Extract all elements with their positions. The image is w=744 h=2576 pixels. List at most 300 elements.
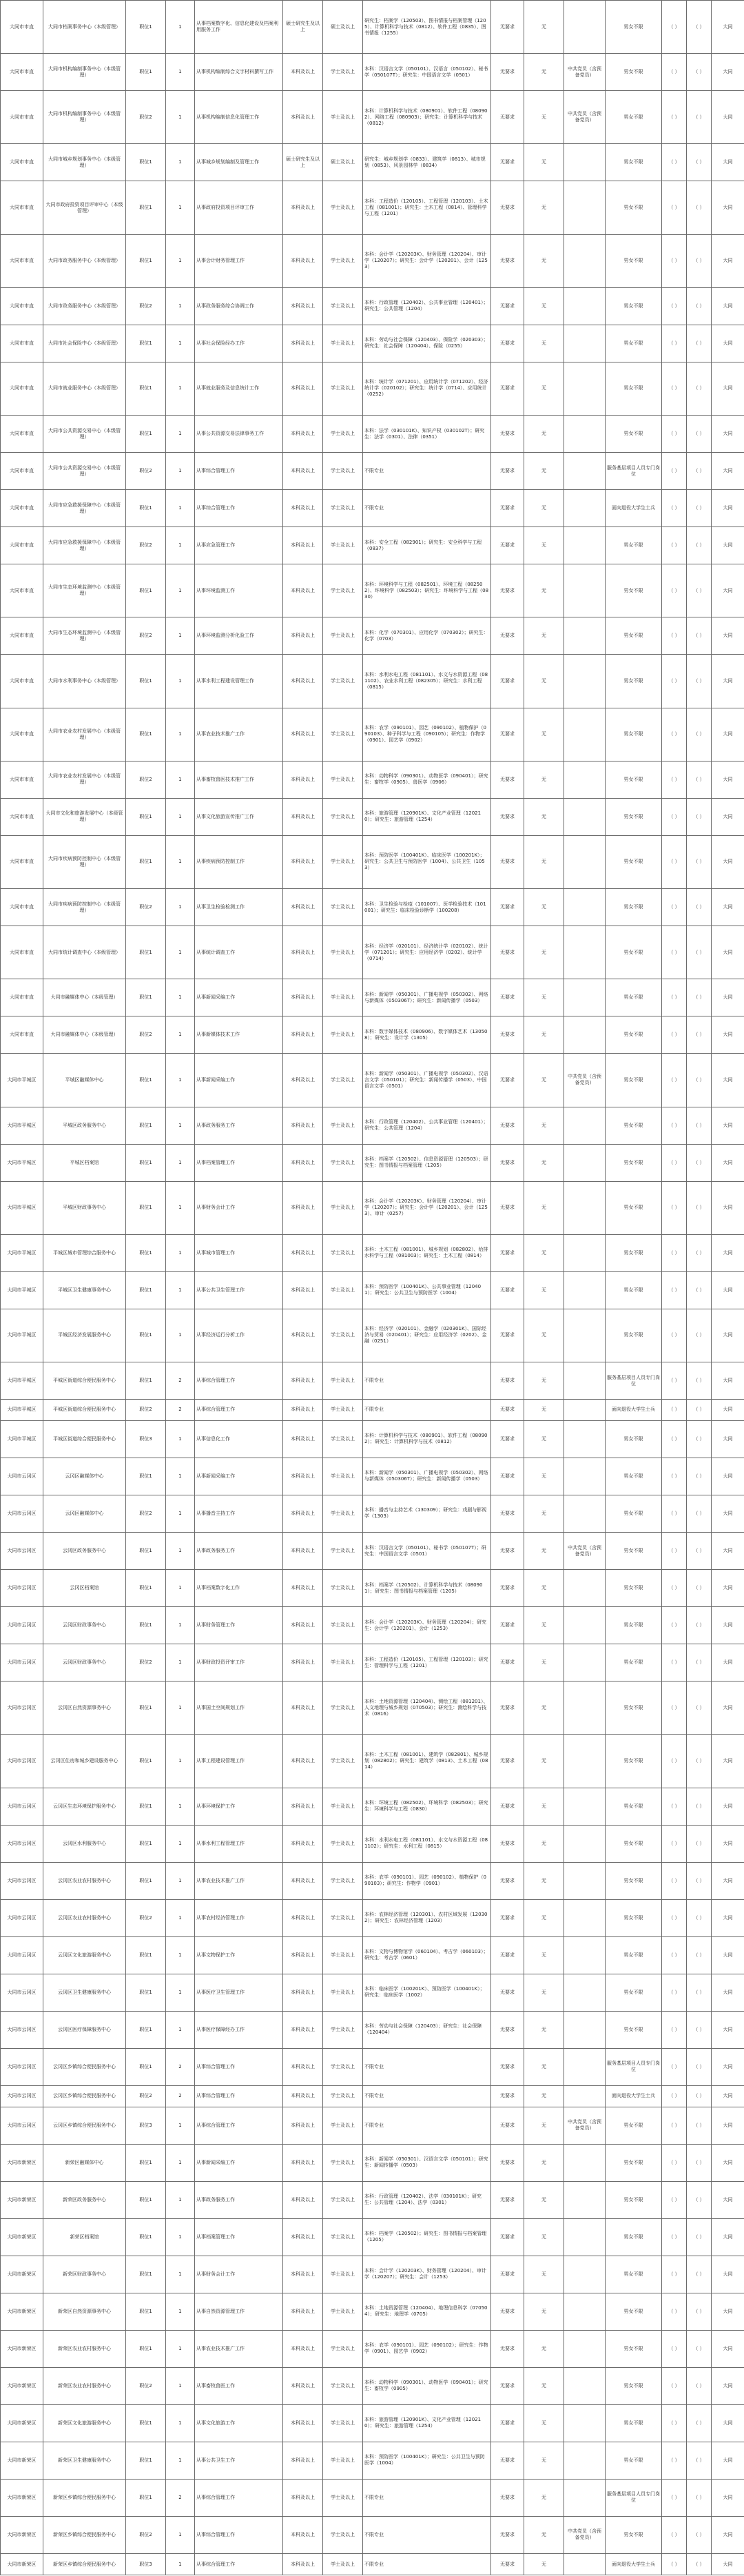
cell-major: 本科：环境工程（082502）、环境科学（082503）；研究生：环境科学与工程（0830）	[363, 1788, 491, 1825]
cell-duty: 从事综合管理工作	[195, 2107, 283, 2144]
cell-count: 1	[166, 761, 195, 798]
cell-ratio-b: （ ）	[687, 1936, 712, 1974]
cell-count: 1	[166, 2144, 195, 2181]
cell-major: 不限专业	[363, 2479, 491, 2516]
cell-political-status	[564, 2330, 606, 2367]
cell-duty: 从事会计财务管理工作	[195, 234, 283, 287]
cell-remark: 男女不限	[606, 798, 662, 835]
cell-other-requirement: 无	[524, 798, 564, 835]
cell-exam-location: 大同	[712, 2256, 744, 2293]
cell-other-requirement: 无	[524, 1644, 564, 1681]
cell-dept: 大同市云冈区	[1, 1788, 43, 1825]
cell-age-requirement: 无要求	[491, 144, 524, 181]
cell-other-requirement: 无	[524, 2107, 564, 2144]
cell-dept: 大同市平城区	[1, 1054, 43, 1107]
cell-age-requirement: 无要求	[491, 1788, 524, 1825]
cell-duty: 从事医疗卫生管理工作	[195, 1974, 283, 2011]
cell-ratio-a: （ ）	[662, 1, 687, 54]
cell-post: 职位1	[126, 1054, 166, 1107]
cell-dept: 大同市市直	[1, 54, 43, 91]
cell-education: 本科及以上	[283, 761, 323, 798]
cell-political-status	[564, 1, 606, 54]
cell-education: 本科及以上	[283, 2218, 323, 2256]
cell-duty: 从事城乡规划编制及管理工作	[195, 144, 283, 181]
cell-count: 1	[166, 1825, 195, 1862]
cell-ratio-a: （ ）	[662, 144, 687, 181]
cell-exam-location: 大同	[712, 1054, 744, 1107]
cell-dept: 大同市云冈区	[1, 1899, 43, 1936]
table-body	[1, 1, 744, 2575]
cell-unit: 新荣区乡镇综合便民服务中心	[43, 2479, 126, 2516]
cell-major: 不限专业	[363, 2107, 491, 2144]
cell-count: 1	[166, 1107, 195, 1144]
cell-remark: 男女不限	[606, 2293, 662, 2330]
cell-ratio-b: （ ）	[687, 2404, 712, 2442]
cell-post: 职位1	[126, 2181, 166, 2218]
cell-age-requirement: 无要求	[491, 2144, 524, 2181]
cell-ratio-a: （ ）	[662, 564, 687, 617]
cell-dept: 大同市云冈区	[1, 1495, 43, 1532]
cell-degree: 学士及以上	[323, 1681, 363, 1735]
cell-duty: 从事畜牧兽医工作	[195, 2367, 283, 2404]
cell-ratio-a: （ ）	[662, 1495, 687, 1532]
cell-ratio-a: （ ）	[662, 2085, 687, 2107]
cell-political-status	[564, 527, 606, 564]
cell-ratio-b: （ ）	[687, 2144, 712, 2181]
cell-remark: 男女不限	[606, 1495, 662, 1532]
cell-political-status	[564, 1735, 606, 1788]
cell-remark: 男女不限	[606, 1735, 662, 1788]
cell-dept: 大同市新荣区	[1, 2181, 43, 2218]
cell-other-requirement: 无	[524, 1899, 564, 1936]
cell-remark: 男女不限	[606, 2218, 662, 2256]
table-row	[1, 617, 744, 655]
cell-age-requirement: 无要求	[491, 1681, 524, 1735]
cell-major: 本科：工程造价（120105）、工程管理（120103）；研究生：管理科学与工程（1201）	[363, 1644, 491, 1681]
cell-major: 本科：临床医学（100201K）、预防医学（100401K）；研究生：临床医学（1002）	[363, 1974, 491, 2011]
cell-dept: 大同市市直	[1, 287, 43, 325]
cell-ratio-b: （ ）	[687, 1309, 712, 1362]
cell-major: 本科：会计学（120203K）、财务管理（120204）、审计学（120207）；研究生：会计学（120201）、会计（1253）、审计（0257）	[363, 1181, 491, 1234]
cell-remark: 男女不限	[606, 1309, 662, 1362]
cell-education: 本科及以上	[283, 1234, 323, 1271]
cell-political-status	[564, 1788, 606, 1825]
cell-unit: 大同市疾病预防控制中心（本级管理）	[43, 889, 126, 926]
cell-major: 本科：农学（090101）、园艺（090102）；研究生：作物学（0901）、园艺学（0902）	[363, 2330, 491, 2367]
table-row	[1, 2256, 744, 2293]
cell-ratio-a: （ ）	[662, 1271, 687, 1309]
cell-exam-location: 大同	[712, 2107, 744, 2144]
cell-dept: 大同市云冈区	[1, 1825, 43, 1862]
cell-post: 职位1	[126, 1825, 166, 1862]
cell-post: 职位3	[126, 1420, 166, 1458]
cell-post: 职位1	[126, 2442, 166, 2479]
cell-other-requirement: 无	[524, 2218, 564, 2256]
cell-post: 职位1	[126, 1936, 166, 1974]
cell-duty: 从事新闻采编工作	[195, 979, 283, 1016]
cell-post: 职位2	[126, 2516, 166, 2553]
cell-unit: 云冈区农业农村服务中心	[43, 1899, 126, 1936]
cell-dept: 大同市新荣区	[1, 2330, 43, 2367]
cell-degree: 学士及以上	[323, 325, 363, 362]
cell-ratio-a: （ ）	[662, 1420, 687, 1458]
cell-education: 本科及以上	[283, 2256, 323, 2293]
cell-duty: 从事环境监测工作	[195, 564, 283, 617]
cell-dept: 大同市云冈区	[1, 1570, 43, 1607]
cell-post: 职位1	[126, 1862, 166, 1899]
table-row	[1, 1309, 744, 1362]
cell-ratio-a: （ ）	[662, 979, 687, 1016]
cell-count: 1	[166, 1936, 195, 1974]
cell-duty: 从事城市管理工作	[195, 1234, 283, 1271]
cell-ratio-b: （ ）	[687, 979, 712, 1016]
cell-remark: 面向退役大学生士兵	[606, 2554, 662, 2575]
table-row	[1, 564, 744, 617]
cell-post: 职位1	[126, 1309, 166, 1362]
cell-duty: 从事新媒体技术工作	[195, 1016, 283, 1054]
cell-duty: 从事医疗保障经办工作	[195, 2011, 283, 2048]
cell-duty: 从事政务服务工作	[195, 2181, 283, 2218]
cell-count: 1	[166, 1533, 195, 1570]
table-row	[1, 2367, 744, 2404]
cell-remark: 男女不限	[606, 2181, 662, 2218]
cell-major: 本科：经济学（020101）、经济统计学（020102）、统计学（071201）；研究生：应用经济学（0202）、统计学（0714）	[363, 926, 491, 979]
cell-post: 职位1	[126, 2048, 166, 2085]
cell-ratio-b: （ ）	[687, 1, 712, 54]
cell-political-status	[564, 1825, 606, 1862]
cell-duty: 从事综合管理工作	[195, 2516, 283, 2553]
cell-ratio-a: （ ）	[662, 1458, 687, 1495]
cell-dept: 大同市市直	[1, 798, 43, 835]
cell-major: 本科：土木工程（081001）、建筑学（082801）、城乡规划（082802）；研究生：建筑学（0813）、土木工程（0814）	[363, 1735, 491, 1788]
cell-political-status	[564, 1016, 606, 1054]
cell-unit: 新荣区农业农村服务中心	[43, 2330, 126, 2367]
cell-ratio-a: （ ）	[662, 1681, 687, 1735]
cell-remark: 男女不限	[606, 1681, 662, 1735]
cell-unit: 云冈区生态环境保护服务中心	[43, 1788, 126, 1825]
cell-dept: 大同市市直	[1, 144, 43, 181]
cell-ratio-a: （ ）	[662, 2442, 687, 2479]
cell-other-requirement: 无	[524, 1533, 564, 1570]
cell-ratio-a: （ ）	[662, 1607, 687, 1644]
cell-degree: 学士及以上	[323, 2479, 363, 2516]
cell-education: 本科及以上	[283, 1107, 323, 1144]
cell-age-requirement: 无要求	[491, 835, 524, 888]
cell-post: 职位2	[126, 2367, 166, 2404]
cell-education: 本科及以上	[283, 1607, 323, 1644]
cell-major: 本科：汉语言文学（050101）、汉语言（050102）、秘书学（050107T）；研究生：中国语言文学（0501）	[363, 54, 491, 91]
cell-other-requirement: 无	[524, 91, 564, 144]
cell-degree: 学士及以上	[323, 617, 363, 655]
cell-major: 本科：行政管理（120402）、公共事业管理（120401）；研究生：公共管理（1204）	[363, 287, 491, 325]
cell-age-requirement: 无要求	[491, 2085, 524, 2107]
table-row	[1, 1974, 744, 2011]
cell-age-requirement: 无要求	[491, 1899, 524, 1936]
cell-degree: 学士及以上	[323, 2293, 363, 2330]
cell-post: 职位1	[126, 708, 166, 761]
cell-exam-location: 大同	[712, 1144, 744, 1181]
cell-count: 2	[166, 2479, 195, 2516]
cell-ratio-b: （ ）	[687, 2554, 712, 2575]
cell-education: 本科及以上	[283, 1644, 323, 1681]
cell-dept: 大同市市直	[1, 181, 43, 234]
cell-remark: 面向退役大学生士兵	[606, 1400, 662, 1421]
cell-dept: 大同市平城区	[1, 1181, 43, 1234]
cell-ratio-a: （ ）	[662, 1735, 687, 1788]
cell-major: 本科：工程造价（120105）、工程管理（120103）、土木工程（081001）；研究生：土木工程（0814）、管理科学与工程（1201）	[363, 181, 491, 234]
cell-remark: 男女不限	[606, 2330, 662, 2367]
cell-ratio-a: （ ）	[662, 1533, 687, 1570]
cell-other-requirement: 无	[524, 453, 564, 490]
cell-ratio-b: （ ）	[687, 1054, 712, 1107]
cell-education: 本科及以上	[283, 1862, 323, 1899]
cell-other-requirement: 无	[524, 181, 564, 234]
cell-exam-location: 大同	[712, 1936, 744, 1974]
cell-ratio-b: （ ）	[687, 362, 712, 415]
cell-exam-location: 大同	[712, 2181, 744, 2218]
cell-exam-location: 大同	[712, 325, 744, 362]
cell-remark: 男女不限	[606, 2256, 662, 2293]
cell-ratio-b: （ ）	[687, 416, 712, 453]
cell-political-status	[564, 655, 606, 708]
cell-political-status	[564, 708, 606, 761]
cell-ratio-b: （ ）	[687, 926, 712, 979]
cell-remark: 男女不限	[606, 325, 662, 362]
cell-education: 本科及以上	[283, 490, 323, 527]
cell-count: 1	[166, 362, 195, 415]
cell-age-requirement: 无要求	[491, 2404, 524, 2442]
cell-dept: 大同市云冈区	[1, 1681, 43, 1735]
cell-unit: 平城区经济发展服务中心	[43, 1309, 126, 1362]
cell-remark: 男女不限	[606, 1899, 662, 1936]
cell-degree: 学士及以上	[323, 1054, 363, 1107]
cell-remark: 男女不限	[606, 889, 662, 926]
cell-remark: 面向退役大学生士兵	[606, 490, 662, 527]
cell-political-status	[564, 1570, 606, 1607]
cell-count: 1	[166, 1016, 195, 1054]
cell-count: 1	[166, 1644, 195, 1681]
cell-duty: 从事播音主持工作	[195, 1495, 283, 1532]
cell-post: 职位1	[126, 2293, 166, 2330]
cell-political-status	[564, 1362, 606, 1400]
cell-duty: 从事农业技术推广工作	[195, 2330, 283, 2367]
cell-dept: 大同市云冈区	[1, 1862, 43, 1899]
cell-exam-location: 大同	[712, 234, 744, 287]
cell-other-requirement: 无	[524, 1144, 564, 1181]
cell-education: 本科及以上	[283, 181, 323, 234]
table-row	[1, 2330, 744, 2367]
cell-unit: 大同市文化和旅游发展中心（本级管理）	[43, 798, 126, 835]
cell-remark: 男女不限	[606, 2107, 662, 2144]
cell-duty: 从事综合管理工作	[195, 453, 283, 490]
cell-education: 本科及以上	[283, 979, 323, 1016]
cell-exam-location: 大同	[712, 1570, 744, 1607]
cell-count: 2	[166, 2085, 195, 2107]
cell-post: 职位2	[126, 2085, 166, 2107]
cell-duty: 从事公共卫生管理工作	[195, 1271, 283, 1309]
cell-unit: 新荣区农业农村服务中心	[43, 2367, 126, 2404]
cell-ratio-a: （ ）	[662, 2367, 687, 2404]
cell-ratio-a: （ ）	[662, 54, 687, 91]
cell-degree: 学士及以上	[323, 2048, 363, 2085]
cell-other-requirement: 无	[524, 1936, 564, 1974]
cell-ratio-b: （ ）	[687, 1681, 712, 1735]
cell-ratio-a: （ ）	[662, 91, 687, 144]
cell-count: 1	[166, 889, 195, 926]
cell-unit: 新荣区政务服务中心	[43, 2181, 126, 2218]
cell-political-status: 中共党员（含预备党员）	[564, 2516, 606, 2553]
cell-duty: 从事农业技术推广工作	[195, 708, 283, 761]
cell-political-status	[564, 2011, 606, 2048]
cell-unit: 平城区街道综合便民服务中心	[43, 1362, 126, 1400]
cell-ratio-a: （ ）	[662, 2256, 687, 2293]
cell-age-requirement: 无要求	[491, 2554, 524, 2575]
cell-unit: 新荣区乡镇综合便民服务中心	[43, 2516, 126, 2553]
cell-post: 职位1	[126, 835, 166, 888]
cell-unit: 大同市政务服务中心（本级管理）	[43, 287, 126, 325]
cell-remark: 男女不限	[606, 91, 662, 144]
cell-remark: 男女不限	[606, 1533, 662, 1570]
cell-other-requirement: 无	[524, 1362, 564, 1400]
cell-degree: 学士及以上	[323, 564, 363, 617]
cell-duty: 从事环境保护工作	[195, 1788, 283, 1825]
cell-exam-location: 大同	[712, 1234, 744, 1271]
cell-ratio-a: （ ）	[662, 1362, 687, 1400]
cell-duty: 从事文化旅游工作	[195, 2404, 283, 2442]
cell-count: 1	[166, 144, 195, 181]
cell-remark: 男女不限	[606, 144, 662, 181]
cell-degree: 学士及以上	[323, 362, 363, 415]
cell-count: 1	[166, 1735, 195, 1788]
cell-exam-location: 大同	[712, 2085, 744, 2107]
cell-political-status	[564, 1681, 606, 1735]
cell-exam-location: 大同	[712, 1400, 744, 1421]
cell-unit: 云冈区融媒体中心	[43, 1495, 126, 1532]
cell-ratio-a: （ ）	[662, 1309, 687, 1362]
cell-exam-location: 大同	[712, 979, 744, 1016]
cell-major: 本科：农学（090101）、园艺（090102）、植物保护（090103）、种子科学与工程（090105）；研究生：作物学（0901）、园艺学（0902）	[363, 708, 491, 761]
cell-dept: 大同市平城区	[1, 1144, 43, 1181]
cell-count: 1	[166, 1788, 195, 1825]
cell-remark: 男女不限	[606, 2442, 662, 2479]
cell-other-requirement: 无	[524, 1862, 564, 1899]
cell-count: 1	[166, 2011, 195, 2048]
cell-post: 职位1	[126, 325, 166, 362]
cell-degree: 学士及以上	[323, 2218, 363, 2256]
cell-unit: 大同市农业农村发展中心（本级管理）	[43, 708, 126, 761]
cell-post: 职位1	[126, 2256, 166, 2293]
table-row	[1, 234, 744, 287]
cell-count: 1	[166, 287, 195, 325]
cell-education: 硕士研究生及以上	[283, 1, 323, 54]
cell-dept: 大同市新荣区	[1, 2404, 43, 2442]
cell-post: 职位3	[126, 2554, 166, 2575]
cell-degree: 硕士及以上	[323, 1, 363, 54]
cell-ratio-a: （ ）	[662, 2516, 687, 2553]
cell-exam-location: 大同	[712, 1181, 744, 1234]
cell-dept: 大同市新荣区	[1, 2293, 43, 2330]
cell-political-status	[564, 1644, 606, 1681]
cell-dept: 大同市平城区	[1, 1400, 43, 1421]
cell-ratio-b: （ ）	[687, 798, 712, 835]
cell-duty: 从事综合管理工作	[195, 1400, 283, 1421]
cell-unit: 大同市生态环境监测中心（本级管理）	[43, 617, 126, 655]
table-row	[1, 362, 744, 415]
cell-dept: 大同市云冈区	[1, 1458, 43, 1495]
cell-count: 1	[166, 1234, 195, 1271]
cell-count: 1	[166, 234, 195, 287]
cell-degree: 学士及以上	[323, 1107, 363, 1144]
cell-unit: 大同市政府投资项目评审中心（本级管理）	[43, 181, 126, 234]
table-row	[1, 2144, 744, 2181]
cell-unit: 新荣区档案馆	[43, 2218, 126, 2256]
cell-dept: 大同市平城区	[1, 1420, 43, 1458]
cell-degree: 学士及以上	[323, 1458, 363, 1495]
cell-degree: 学士及以上	[323, 1862, 363, 1899]
cell-exam-location: 大同	[712, 1899, 744, 1936]
cell-dept: 大同市市直	[1, 416, 43, 453]
cell-education: 本科及以上	[283, 2011, 323, 2048]
cell-exam-location: 大同	[712, 1788, 744, 1825]
cell-unit: 大同市融媒体中心（本级管理）	[43, 979, 126, 1016]
cell-ratio-a: （ ）	[662, 1862, 687, 1899]
cell-post: 职位1	[126, 2479, 166, 2516]
cell-ratio-b: （ ）	[687, 1607, 712, 1644]
cell-education: 本科及以上	[283, 325, 323, 362]
cell-count: 1	[166, 1570, 195, 1607]
cell-dept: 大同市市直	[1, 564, 43, 617]
cell-remark: 服务基层项目人员专门岗位	[606, 2048, 662, 2085]
cell-duty: 从事综合管理工作	[195, 2554, 283, 2575]
cell-age-requirement: 无要求	[491, 325, 524, 362]
cell-remark: 男女不限	[606, 1181, 662, 1234]
cell-dept: 大同市市直	[1, 835, 43, 888]
cell-exam-location: 大同	[712, 416, 744, 453]
cell-post: 职位1	[126, 2218, 166, 2256]
cell-duty: 从事自然资源管理工作	[195, 2293, 283, 2330]
cell-education: 本科及以上	[283, 1681, 323, 1735]
cell-education: 本科及以上	[283, 889, 323, 926]
cell-ratio-a: （ ）	[662, 527, 687, 564]
cell-ratio-a: （ ）	[662, 1899, 687, 1936]
cell-dept: 大同市云冈区	[1, 1936, 43, 1974]
cell-ratio-b: （ ）	[687, 2293, 712, 2330]
cell-count: 1	[166, 655, 195, 708]
cell-remark: 男女不限	[606, 416, 662, 453]
cell-other-requirement: 无	[524, 2011, 564, 2048]
cell-other-requirement: 无	[524, 835, 564, 888]
cell-age-requirement: 无要求	[491, 708, 524, 761]
cell-education: 本科及以上	[283, 453, 323, 490]
cell-political-status	[564, 144, 606, 181]
cell-remark: 男女不限	[606, 1825, 662, 1862]
cell-count: 2	[166, 1400, 195, 1421]
cell-other-requirement: 无	[524, 1735, 564, 1788]
cell-degree: 学士及以上	[323, 416, 363, 453]
cell-duty: 从事财务管理工作	[195, 1607, 283, 1644]
cell-count: 1	[166, 325, 195, 362]
cell-remark: 男女不限	[606, 926, 662, 979]
cell-political-status	[564, 2085, 606, 2107]
cell-political-status	[564, 979, 606, 1016]
cell-unit: 新荣区财政事务中心	[43, 2256, 126, 2293]
cell-political-status	[564, 1974, 606, 2011]
cell-other-requirement: 无	[524, 2256, 564, 2293]
cell-major: 本科：计算机科学与技术（080901）、软件工程（080902）；研究生：计算机科学与技术（0812）	[363, 1420, 491, 1458]
cell-ratio-a: （ ）	[662, 617, 687, 655]
cell-dept: 大同市云冈区	[1, 2107, 43, 2144]
cell-major: 本科：土地资源管理（120404）、地理信息科学（070504）；研究生：地理学（0705）	[363, 2293, 491, 2330]
